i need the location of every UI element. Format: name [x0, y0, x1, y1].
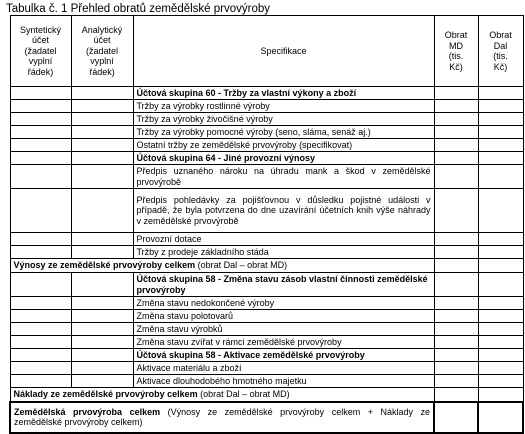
table-row	[10, 310, 523, 323]
table-row	[10, 100, 523, 113]
row-label: Změna stavu nedokončené výroby	[133, 297, 434, 310]
table-row	[10, 165, 523, 189]
table-row	[10, 152, 523, 165]
table-caption: Tabulka č. 1 Přehled obratů zemědělské prvovýroby	[6, 3, 271, 15]
table-row	[10, 273, 523, 297]
header-synthetic-account: Syntetický účet (žadatel vyplní řádek)	[10, 16, 71, 87]
table-row	[10, 126, 523, 139]
header-specification: Specifikace	[133, 16, 434, 87]
row-label: Tržby za výrobky živočišné výroby	[133, 113, 434, 126]
header-analytic-account: Analytický účet (žadatel vyplní řádek)	[71, 16, 133, 87]
table-row	[10, 349, 523, 362]
group-64-label: Účtová skupina 64 - Jiné provozní výnosy	[133, 152, 434, 165]
total-label: Zemědělská prvovýroba celkem (Výnosy ze zemědělské prvovýroby celkem + Náklady ze zemědělské prvovýroby celkem)	[10, 402, 434, 433]
row-label: Změna stavu zvířat v rámci zemědělské prvovýroby	[133, 336, 434, 349]
header-row	[10, 16, 523, 87]
table-row	[10, 113, 523, 126]
row-label: Předpis uznaného nároku na úhradu mank a škod v zemědělské prvovýrobě	[133, 165, 434, 189]
row-label: Změna stavu polotovarů	[133, 310, 434, 323]
group-58-stock-label: Účtová skupina 58 - Změna stavu zásob vlastní činnosti zemědělské prvovýroby	[133, 273, 434, 297]
row-label: Aktivace dlouhodobého hmotného majetku	[133, 375, 434, 388]
header-turnover-dal: Obrat Dal (tis. Kč)	[478, 16, 523, 87]
summary-row-revenues	[10, 259, 523, 273]
turnover-table	[9, 15, 524, 434]
table-row	[10, 297, 523, 310]
table-row	[10, 336, 523, 349]
row-label: Ostatní tržby ze zemědělské prvovýroby (specifikovat)	[133, 139, 434, 152]
summary-revenues-label: Výnosy ze zemědělské prvovýroby celkem (obrat Dal – obrat MD)	[10, 259, 434, 273]
row-label: Změna stavu výrobků	[133, 323, 434, 336]
header-turnover-md: Obrat MD (tis. Kč)	[434, 16, 478, 87]
table-row	[10, 246, 523, 259]
table-row	[10, 362, 523, 375]
row-label: Tržby za výrobky rostlinné výroby	[133, 100, 434, 113]
table-row	[10, 139, 523, 152]
table-row	[10, 375, 523, 388]
row-label: Předpis pohledávky za pojišťovnou v důsledku pojistné události v případě, že byla potvrzena do dne uzavírání účetních knih výše náhrady v zemědělské prvovýrobě	[133, 189, 434, 233]
group-60-label: Účtová skupina 60 - Tržby za vlastní výkony a zboží	[133, 87, 434, 100]
table-row	[10, 189, 523, 233]
row-label: Aktivace materiálu a zboží	[133, 362, 434, 375]
table-row	[10, 323, 523, 336]
row-label: Provozní dotace	[133, 233, 434, 246]
table-row	[10, 87, 523, 100]
row-label: Tržby z prodeje základního stáda	[133, 246, 434, 259]
table-row	[10, 233, 523, 246]
row-label: Tržby za výrobky pomocné výroby (seno, sláma, senáž aj.)	[133, 126, 434, 139]
summary-row-costs	[10, 388, 523, 402]
group-58-activation-label: Účtová skupina 58 - Aktivace zemědělské prvovýroby	[133, 349, 434, 362]
summary-costs-label: Náklady ze zemědělské prvovýroby celkem (obrat Dal – obrat MD)	[10, 388, 434, 402]
total-row	[10, 402, 523, 433]
